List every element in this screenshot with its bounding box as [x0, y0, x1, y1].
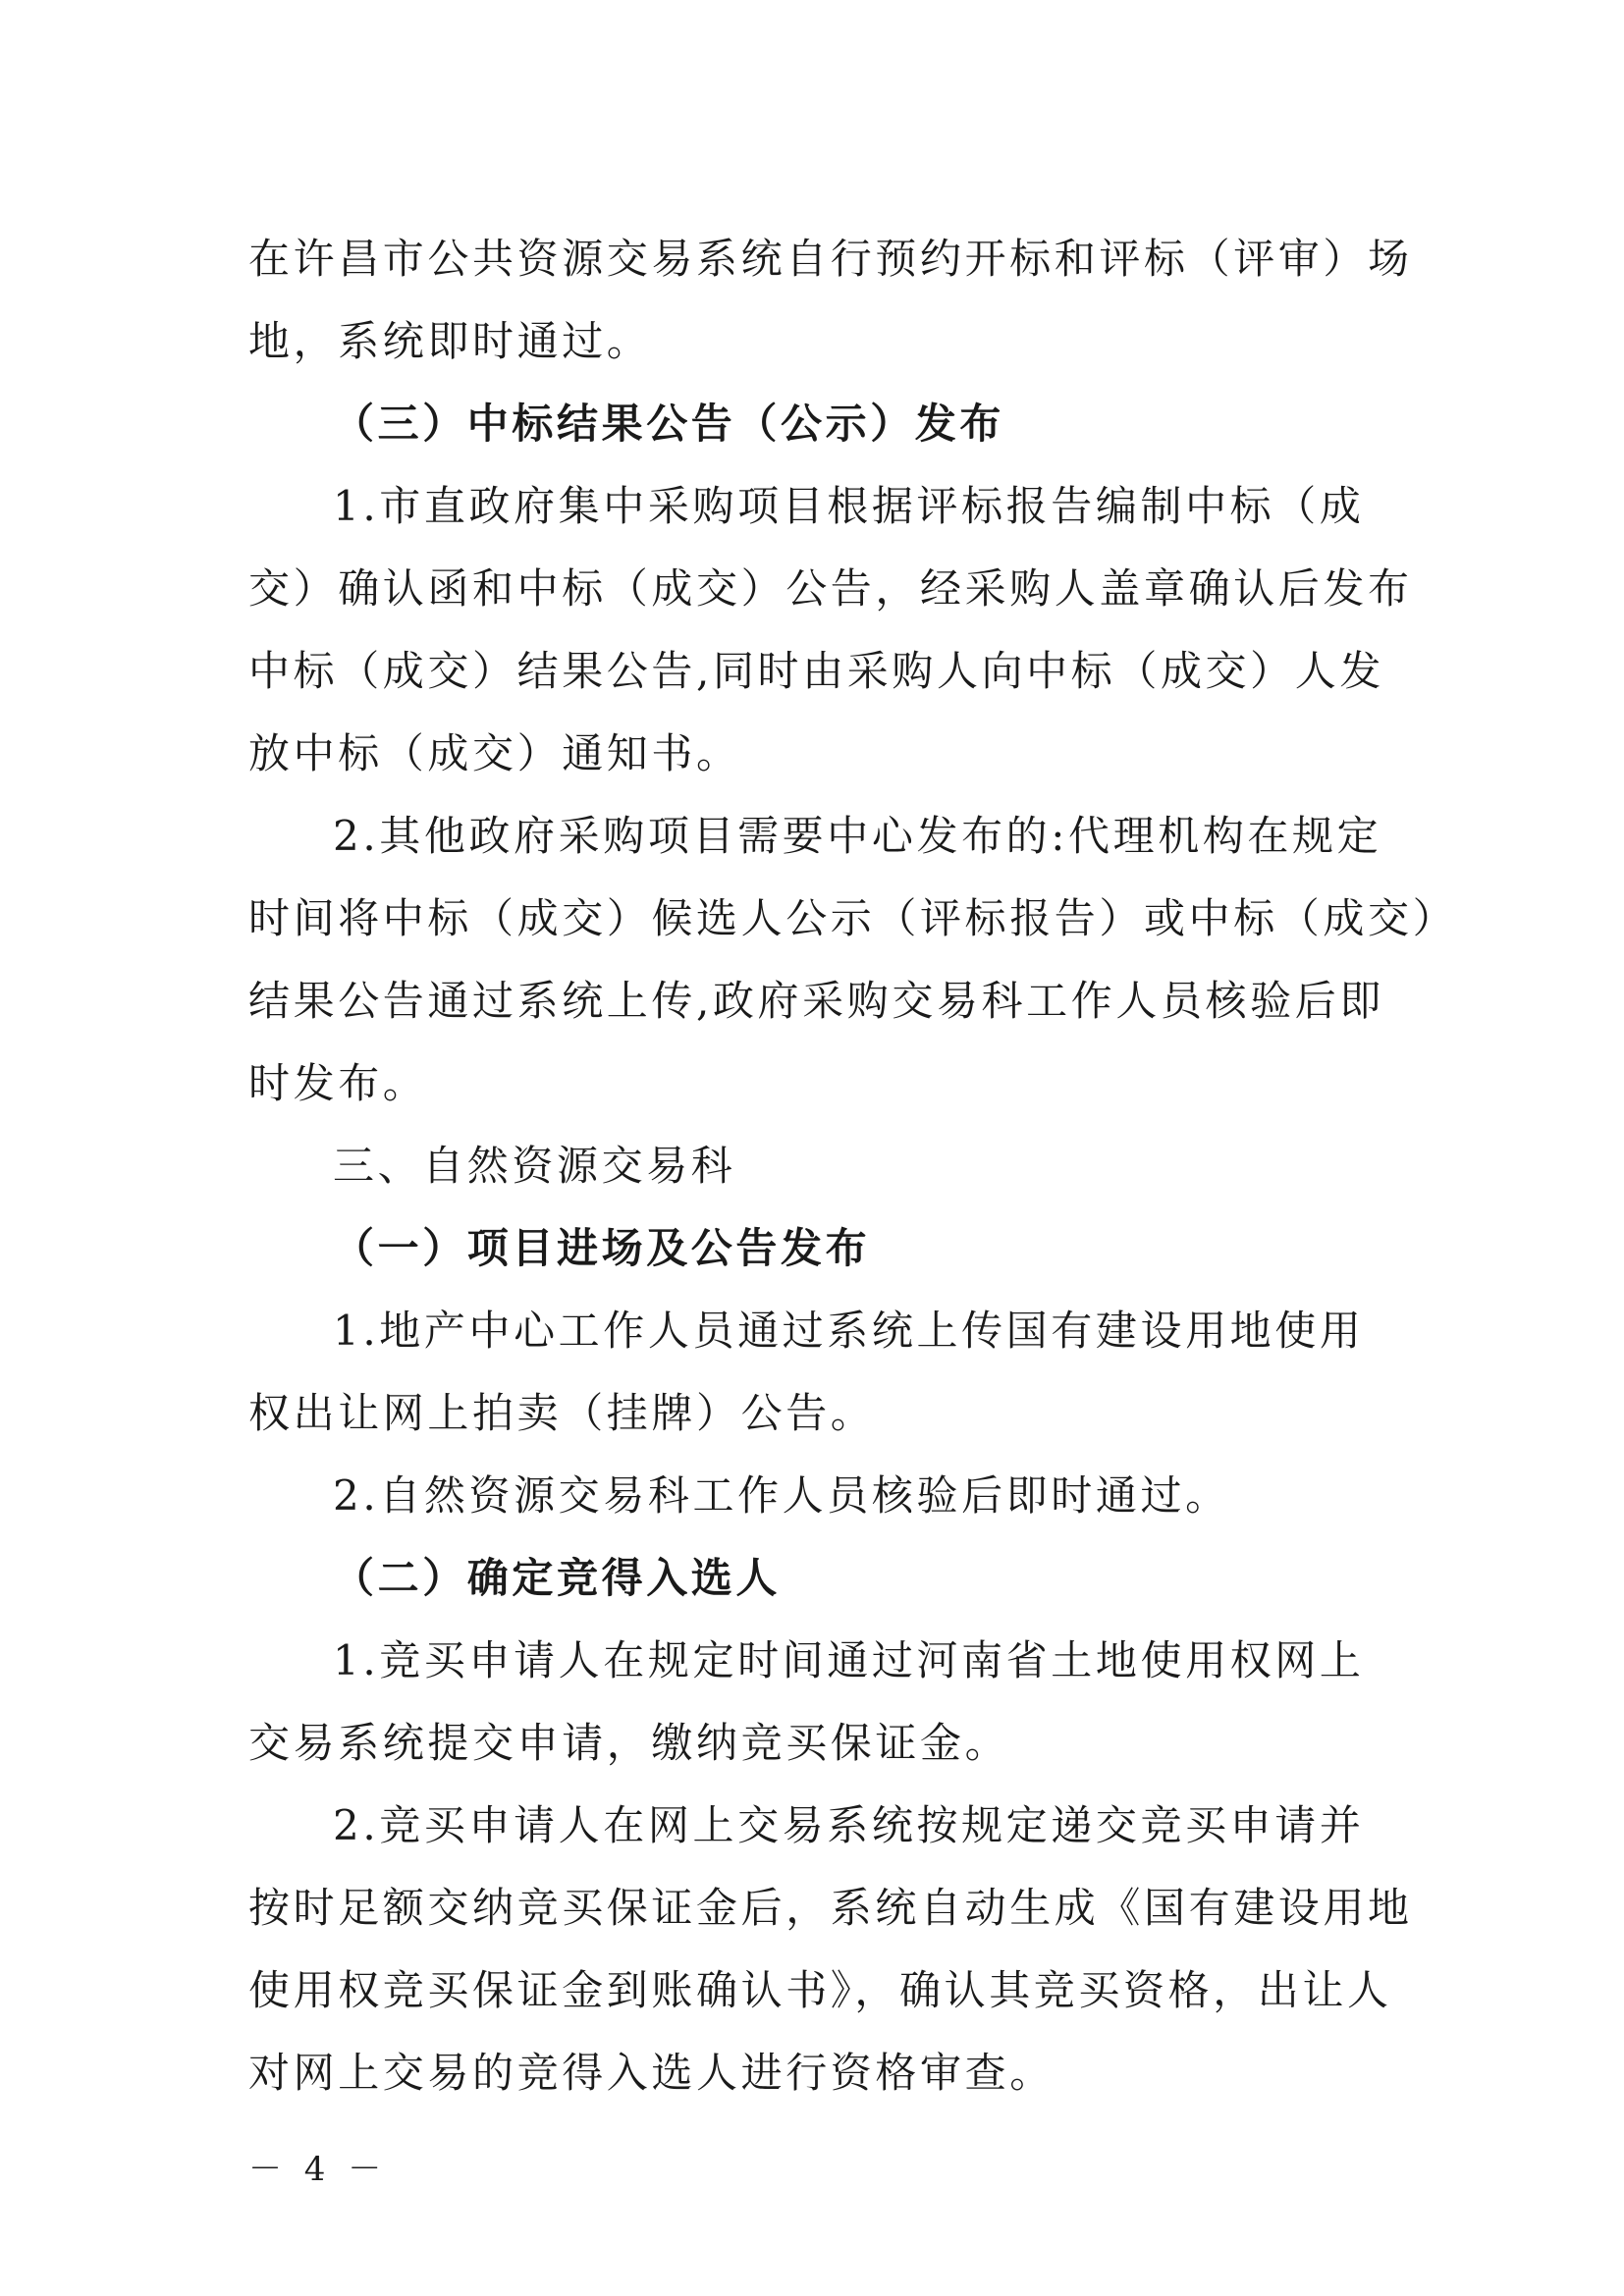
section-heading: 三、自然资源交易科: [333, 1142, 736, 1190]
body-line: 1.市直政府集中采购项目根据评标报告编制中标（成: [333, 482, 1365, 530]
body-line: 按时足额交纳竞买保证金后，系统自动生成《国有建设用地: [248, 1884, 1413, 1932]
page-number: － 4 －: [248, 2150, 388, 2189]
body-line: 时发布。: [248, 1059, 428, 1107]
body-line: 权出让网上拍卖（挂牌）公告。: [248, 1389, 876, 1437]
document-body: [248, 218, 1458, 2114]
body-line: 使用权竞买保证金到账确认书》，确认其竞买资格，出让人: [248, 1966, 1392, 2014]
body-line: 放中标（成交）通知书。: [248, 729, 741, 777]
body-line: 2.其他政府采购项目需要中心发布的:代理机构在规定: [333, 812, 1382, 860]
body-line: 时间将中标（成交）候选人公示（评标报告）或中标（成交）: [248, 894, 1458, 942]
body-line: 交易系统提交申请，缴纳竞买保证金。: [248, 1719, 1010, 1767]
body-line: 2.自然资源交易科工作人员核验后即时通过。: [333, 1471, 1230, 1520]
body-line: 1.地产中心工作人员通过系统上传国有建设用地使用: [333, 1307, 1365, 1355]
body-line: 中标（成交）结果公告,同时由采购人向中标（成交）人发: [248, 647, 1384, 695]
body-line: 对网上交易的竞得入选人进行资格审查。: [248, 2049, 1055, 2097]
body-line: 交）确认函和中标（成交）公告，经采购人盖章确认后发布: [248, 564, 1413, 613]
body-line: 在许昌市公共资源交易系统自行预约开标和评标（评审）场: [248, 235, 1413, 283]
subheading: （二）确定竞得入选人: [333, 1554, 782, 1602]
subheading: （三）中标结果公告（公示）发布: [333, 400, 1005, 448]
subheading: （一）项目进场及公告发布: [333, 1224, 871, 1272]
body-line: 2.竞买申请人在网上交易系统按规定递交竞买申请并: [333, 1801, 1365, 1849]
body-line: 地，系统即时通过。: [248, 317, 652, 365]
body-line: 结果公告通过系统上传,政府采购交易科工作人员核验后即: [248, 977, 1384, 1025]
body-line: 1.竞买申请人在规定时间通过河南省土地使用权网上: [333, 1636, 1365, 1684]
